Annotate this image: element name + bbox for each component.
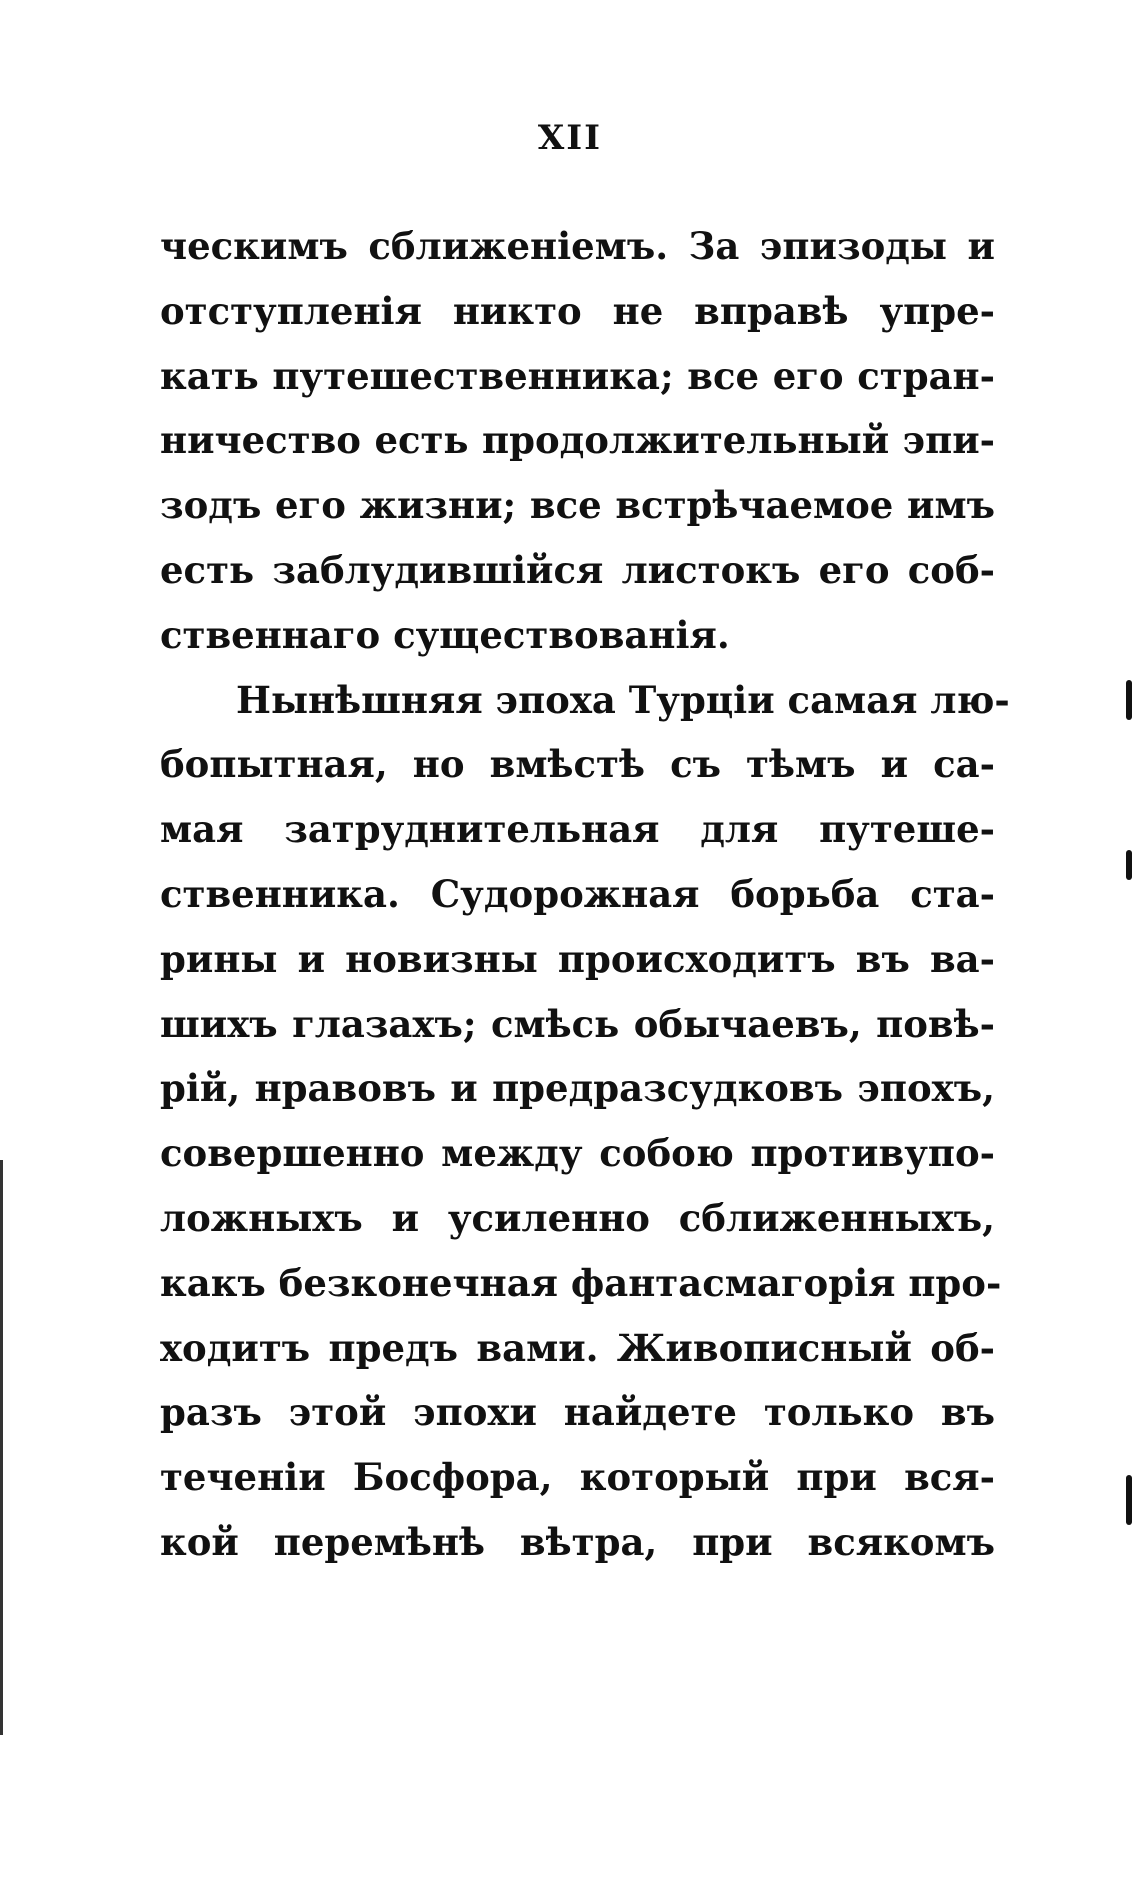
scan-edge-line bbox=[0, 1160, 3, 1735]
text-line: ческимъ сближеніемъ. За эпизоды и bbox=[160, 224, 995, 268]
text-line: ходитъ предъ вами. Живописный об- bbox=[160, 1325, 995, 1370]
text-line: совершенно между собою противупо- bbox=[160, 1131, 995, 1176]
scan-edge-mark bbox=[1126, 1475, 1132, 1525]
text-line: кать путешественника; все его стран- bbox=[160, 353, 995, 398]
text-line: отступленія никто не вправѣ упре- bbox=[160, 288, 995, 333]
text-line: ственника. Судорожная борьба ста- bbox=[160, 871, 995, 916]
text-line: ложныхъ и усиленно сближенныхъ, bbox=[160, 1195, 995, 1240]
text-line: рій, нравовъ и предразсудковъ эпохъ, bbox=[160, 1066, 995, 1111]
text-line: какъ безконечная фантасмагорія про- bbox=[160, 1260, 1002, 1305]
body-text bbox=[160, 214, 1010, 1575]
text-line: ственнаго существованія. bbox=[160, 612, 730, 657]
text-line: бопытная, но вмѣстѣ съ тѣмъ и са- bbox=[160, 742, 995, 787]
text-line: кой перемѣнѣ вѣтра, при всякомъ bbox=[160, 1519, 995, 1564]
scan-edge-mark bbox=[1126, 680, 1132, 720]
text-line: зодъ его жизни; все встрѣчаемое имъ bbox=[160, 483, 995, 528]
text-line: мая затруднительная для путеше- bbox=[160, 807, 995, 852]
text-line: рины и новизны происходитъ въ ва- bbox=[160, 936, 995, 981]
scan-edge-mark bbox=[1126, 850, 1132, 880]
text-line: теченіи Босфора, который при вся- bbox=[160, 1455, 995, 1500]
text-line: есть заблудившійся листокъ его соб- bbox=[160, 547, 995, 592]
text-line: Нынѣшняя эпоха Турціи самая лю- bbox=[236, 677, 1010, 722]
page-number: XII bbox=[537, 118, 603, 158]
text-line: шихъ глазахъ; смѣсь обычаевъ, повѣ- bbox=[160, 1001, 995, 1046]
text-line: разъ этой эпохи найдете только въ bbox=[160, 1390, 995, 1435]
text-line: ничество есть продолжительный эпи- bbox=[160, 418, 995, 463]
